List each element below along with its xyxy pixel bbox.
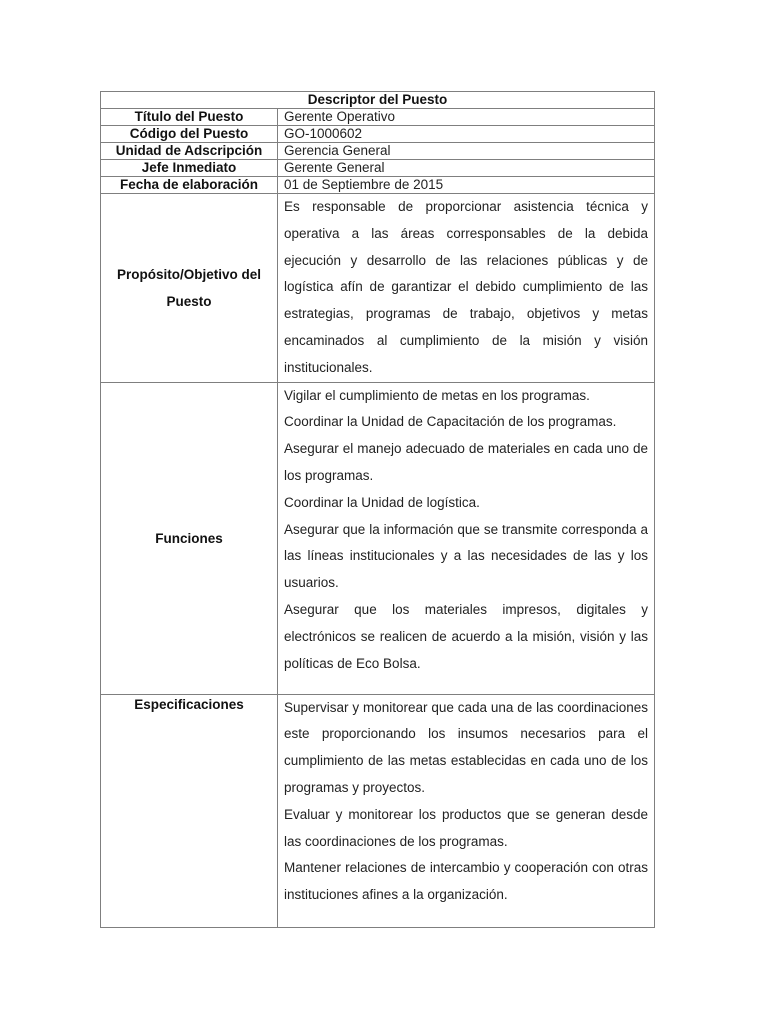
row-label-jefe: Jefe Inmediato [101, 160, 278, 177]
funcion-item: Coordinar la Unidad de Capacitación de los programas. [284, 414, 617, 430]
table-row [101, 160, 655, 177]
funcion-item: Coordinar la Unidad de logística. [284, 494, 480, 510]
especificaciones-list [278, 694, 655, 927]
row-label-codigo: Código del Puesto [101, 126, 278, 143]
proposito-text: Es responsable de proporcionar asistencia técnica y operativa a las áreas corresponsables de la debida ejecución y desarrollo de las relaciones públicas y de logística afín de garantizar el debido cumplimiento de las estrategias, programas de trabajo, objetivos y metas encaminados al cumplimiento de la misión y visión institucionales. [278, 194, 655, 383]
table-header-row [101, 92, 655, 109]
table-row [101, 109, 655, 126]
table-row [101, 126, 655, 143]
row-label-unidad: Unidad de Adscripción [101, 143, 278, 160]
proposito-label: Propósito/Objetivo del Puesto [101, 194, 278, 383]
especificacion-item: Supervisar y monitorear que cada una de las coordinaciones este proporcionando los insumos necesarios para el cumplimiento de las metas establecidas en cada uno de los programas y proyectos. [284, 699, 649, 795]
row-value-jefe: Gerente General [278, 160, 655, 177]
table-row-especificaciones [101, 694, 655, 927]
row-value-codigo: GO-1000602 [278, 126, 655, 143]
funcion-item: Asegurar que los materiales impresos, digitales y electrónicos se realicen de acuerdo a la misión, visión y las políticas de Eco Bolsa. [284, 601, 649, 671]
table-row [101, 177, 655, 194]
especificaciones-label: Especificaciones [101, 694, 278, 927]
table-row [101, 143, 655, 160]
table-title: Descriptor del Puesto [101, 92, 655, 109]
table-row-proposito [101, 194, 655, 383]
funciones-label: Funciones [101, 382, 278, 694]
funcion-item: Vigilar el cumplimiento de metas en los programas. [284, 387, 590, 403]
row-value-titulo: Gerente Operativo [278, 109, 655, 126]
especificacion-item: Evaluar y monitorear los productos que se generan desde las coordinaciones de los programas. [284, 806, 649, 849]
table-row-funciones [101, 382, 655, 694]
row-value-unidad: Gerencia General [278, 143, 655, 160]
row-value-fecha: 01 de Septiembre de 2015 [278, 177, 655, 194]
especificacion-item: Mantener relaciones de intercambio y cooperación con otras instituciones afines a la organización. [284, 860, 649, 903]
row-label-fecha: Fecha de elaboración [101, 177, 278, 194]
funcion-item: Asegurar que la información que se transmite corresponda a las líneas institucionales y a las necesidades de las y los usuarios. [284, 521, 649, 591]
job-descriptor-table [100, 91, 655, 928]
funciones-list [278, 382, 655, 694]
row-label-titulo: Título del Puesto [101, 109, 278, 126]
funcion-item: Asegurar el manejo adecuado de materiales en cada uno de los programas. [284, 441, 649, 483]
